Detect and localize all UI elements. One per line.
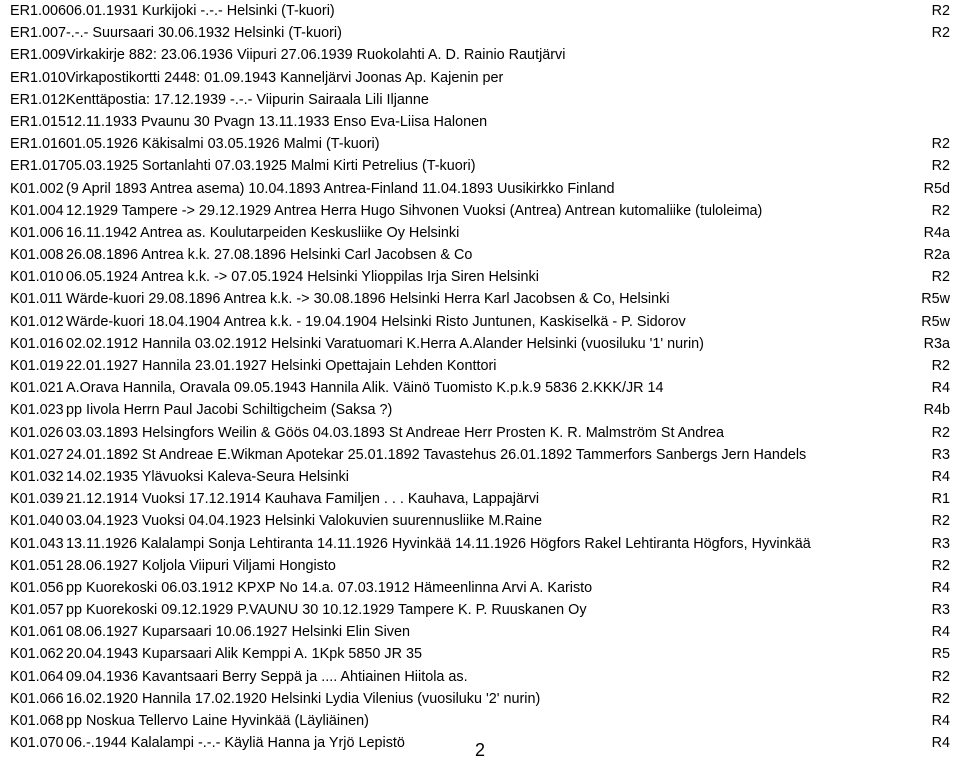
entry-code: K01.039	[10, 491, 64, 508]
entry-row	[10, 89, 960, 111]
entry-code: ER1.009	[10, 47, 67, 64]
entry-rarity-grade: R2	[931, 358, 950, 374]
page-number: 2	[474, 740, 485, 760]
entry-rarity-grade: R4	[931, 735, 950, 752]
entry-code: K01.027	[10, 446, 64, 463]
entry-code: K01.064	[10, 668, 64, 685]
entry-rarity-grade: R5d	[923, 180, 950, 197]
entry-code: K01.043	[10, 535, 64, 552]
entry-row	[10, 510, 960, 532]
entry-rarity-grade: R2	[931, 513, 950, 530]
entry-code: K01.057	[10, 602, 64, 619]
entry-description: 06.05.1924 Antrea k.k. -> 07.05.1924 Helsinki Ylioppilas Irja Siren Helsinki	[66, 269, 539, 286]
entry-rarity-grade: R3	[931, 602, 950, 619]
entry-rarity-grade: R3	[931, 446, 950, 463]
entry-code: K01.019	[10, 358, 64, 374]
entry-description: pp Kuorekoski 06.03.1912 KPXP No 14.a. 07.03.1912 Hämeenlinna Arvi A. Karisto	[66, 579, 593, 596]
entry-rarity-grade: R3	[931, 535, 950, 552]
entry-rarity-grade: R4	[931, 713, 950, 729]
entry-rarity-grade: R2	[931, 202, 950, 219]
entry-row	[10, 488, 960, 510]
entry-description: 22.01.1927 Hannila 23.01.1927 Helsinki Opettajain Lehden Konttori	[66, 358, 497, 374]
entry-description: 06.01.1931 Kurkijoki -.-.- Helsinki (T-kuori)	[66, 3, 335, 19]
entry-row	[10, 643, 960, 665]
entry-row	[10, 710, 960, 732]
entry-description: 20.04.1943 Kuparsaari Alik Kemppi A. 1Kpk 5850 JR 35	[66, 646, 422, 663]
entry-row	[10, 44, 960, 66]
entry-row	[10, 200, 960, 222]
entry-rarity-grade: R4a	[923, 224, 950, 241]
entry-code: K01.066	[10, 690, 64, 707]
entry-code: K01.002	[10, 180, 64, 197]
entry-code: K01.068	[10, 713, 64, 729]
entry-code: K01.062	[10, 646, 64, 663]
entry-row	[10, 0, 960, 22]
entry-row	[10, 377, 960, 399]
entry-code: K01.008	[10, 247, 64, 264]
entry-description: 26.08.1896 Antrea k.k. 27.08.1896 Helsinki Carl Jacobsen & Co	[66, 247, 473, 264]
entry-description: pp Noskua Tellervo Laine Hyvinkää (Läyliäinen)	[66, 713, 369, 729]
entry-description: -.-.- Suursaari 30.06.1932 Helsinki (T-kuori)	[66, 25, 342, 42]
entry-row	[10, 555, 960, 577]
entry-description: 03.04.1923 Vuoksi 04.04.1923 Helsinki Valokuvien suurennusliike M.Raine	[66, 513, 542, 530]
entry-description: 01.05.1926 Käkisalmi 03.05.1926 Malmi (T-kuori)	[66, 136, 380, 153]
entry-rarity-grade: R4	[931, 624, 950, 641]
entry-description: pp Iivola Herrn Paul Jacobi Schiltigcheim (Saksa ?)	[66, 402, 393, 419]
entry-row	[10, 355, 960, 377]
entry-description: (9 April 1893 Antrea asema) 10.04.1893 Antrea-Finland 11.04.1893 Uusikirkko Finland	[66, 180, 615, 197]
entry-rarity-grade: R4	[931, 579, 950, 596]
entry-rarity-grade: R2	[931, 158, 950, 175]
entry-code: K01.023	[10, 402, 64, 419]
entry-row	[10, 155, 960, 177]
entry-description: 16.11.1942 Antrea as. Koulutarpeiden Keskusliike Oy Helsinki	[66, 224, 460, 241]
entry-description: pp Kuorekoski 09.12.1929 P.VAUNU 30 10.12.1929 Tampere K. P. Ruuskanen Oy	[66, 602, 587, 619]
entry-rarity-grade: R2	[931, 269, 950, 286]
entry-description: 09.04.1936 Kavantsaari Berry Seppä ja .... Ahtiainen Hiitola as.	[66, 668, 468, 685]
entry-row	[10, 533, 960, 555]
entry-rarity-grade: R4b	[923, 402, 950, 419]
entry-list	[10, 0, 960, 754]
entry-row	[10, 577, 960, 599]
entry-code: ER1.017	[10, 158, 67, 175]
entry-code: K01.016	[10, 335, 64, 352]
entry-code: K01.012	[10, 313, 64, 330]
entry-description: Virkapostikortti 2448: 01.09.1943 Kanneljärvi Joonas Ap. Kajenin per	[66, 69, 504, 86]
entry-row	[10, 133, 960, 155]
entry-code: K01.032	[10, 468, 64, 485]
entry-code: ER1.006	[10, 3, 67, 19]
entry-row	[10, 599, 960, 621]
entry-row	[10, 67, 960, 89]
entry-code: ER1.016	[10, 136, 67, 153]
entry-row	[10, 422, 960, 444]
entry-rarity-grade: R3a	[923, 335, 950, 352]
entry-description: 16.02.1920 Hannila 17.02.1920 Helsinki Lydia Vilenius (vuosiluku '2' nurin)	[66, 690, 541, 707]
entry-description: 05.03.1925 Sortanlahti 07.03.1925 Malmi Kirti Petrelius (T-kuori)	[66, 158, 476, 175]
entry-rarity-grade: R2	[931, 136, 950, 153]
entry-description: 02.02.1912 Hannila 03.02.1912 Helsinki Varatuomari K.Herra A.Alander Helsinki (vuosiluku '1' nurin)	[66, 335, 704, 352]
entry-description: 24.01.1892 St Andreae E.Wikman Apotekar 25.01.1892 Tavastehus 26.01.1892 Tammerfors Sanbergs Jern Handels	[66, 446, 807, 463]
entry-code: K01.006	[10, 224, 64, 241]
entry-rarity-grade: R2a	[923, 247, 950, 264]
entry-code: K01.026	[10, 424, 64, 441]
entry-rarity-grade: R4	[931, 468, 950, 485]
entry-row	[10, 266, 960, 288]
entry-code: K01.061	[10, 624, 64, 641]
entry-code: K01.070	[10, 735, 64, 752]
entry-row	[10, 466, 960, 488]
entry-code: K01.011	[10, 291, 63, 308]
entry-rarity-grade: R2	[931, 557, 950, 574]
entry-description: 21.12.1914 Vuoksi 17.12.1914 Kauhava Familjen . . . Kauhava, Lappajärvi	[66, 491, 540, 508]
entry-row	[10, 688, 960, 710]
entry-rarity-grade: R2	[931, 424, 950, 441]
entry-row	[10, 22, 960, 44]
entry-row	[10, 178, 960, 200]
entry-description: 28.06.1927 Koljola Viipuri Viljami Hongisto	[66, 557, 336, 574]
entry-row	[10, 244, 960, 266]
entry-code: K01.004	[10, 202, 64, 219]
entry-description: 12.11.1933 Pvaunu 30 Pvagn 13.11.1933 Enso Eva-Liisa Halonen	[66, 113, 488, 130]
entry-code: ER1.012	[10, 91, 67, 108]
entry-rarity-grade: R4	[931, 380, 950, 397]
entry-rarity-grade: R1	[931, 491, 950, 508]
entry-code: ER1.010	[10, 69, 67, 86]
entry-rarity-grade: R5	[931, 646, 950, 663]
entry-row	[10, 621, 960, 643]
entry-code: K01.040	[10, 513, 64, 530]
entry-description: 14.02.1935 Ylävuoksi Kaleva-Seura Helsinki	[66, 468, 349, 485]
entry-row	[10, 222, 960, 244]
entry-code: K01.056	[10, 579, 64, 596]
entry-code: K01.051	[10, 557, 64, 574]
entry-row	[10, 311, 960, 333]
entry-row	[10, 288, 960, 310]
entry-rarity-grade: R5w	[921, 313, 950, 330]
entry-description: 08.06.1927 Kuparsaari 10.06.1927 Helsinki Elin Siven	[66, 624, 411, 641]
entry-code: K01.010	[10, 269, 64, 286]
entry-description: 13.11.1926 Kalalampi Sonja Lehtiranta 14.11.1926 Hyvinkää 14.11.1926 Högfors Rakel Lehtiranta Högfors, Hyvinkää	[66, 535, 811, 552]
entry-description: A.Orava Hannila, Oravala 09.05.1943 Hannila Alik. Väinö Tuomisto K.p.k.9 5836 2.KKK/JR 14	[66, 380, 664, 397]
entry-row	[10, 333, 960, 355]
entry-description: Virkakirje 882: 23.06.1936 Viipuri 27.06.1939 Ruokolahti A. D. Rainio Rautjärvi	[66, 47, 566, 64]
entry-description: 12.1929 Tampere -> 29.12.1929 Antrea Herra Hugo Sihvonen Vuoksi (Antrea) Antrean kutomaliike (tuloleima)	[66, 202, 763, 219]
entry-row	[10, 399, 960, 421]
entry-row	[10, 444, 960, 466]
entry-code: ER1.007	[10, 25, 67, 42]
entry-rarity-grade: R2	[931, 668, 950, 685]
entry-code: ER1.015	[10, 113, 67, 130]
entry-rarity-grade: R2	[931, 690, 950, 707]
entry-rarity-grade: R2	[931, 3, 950, 19]
entry-rarity-grade: R5w	[921, 291, 950, 308]
entry-rarity-grade: R2	[931, 25, 950, 42]
entry-description: Wärde-kuori 29.08.1896 Antrea k.k. -> 30.08.1896 Helsinki Herra Karl Jacobsen & Co, Helsinki	[66, 291, 670, 308]
entry-description: 03.03.1893 Helsingfors Weilin & Göös 04.03.1893 St Andreae Herr Prosten K. R. Malmström St Andrea	[66, 424, 725, 441]
entry-code: K01.021	[10, 380, 64, 397]
entry-description: 06.-.1944 Kalalampi -.-.- Käyliä Hanna ja Yrjö Lepistö	[66, 735, 405, 752]
entry-row	[10, 666, 960, 688]
entry-description: Kenttäpostia: 17.12.1939 -.-.- Viipurin Sairaala Lili Iljanne	[66, 91, 429, 108]
entry-description: Wärde-kuori 18.04.1904 Antrea k.k. - 19.04.1904 Helsinki Risto Juntunen, Kaskiselkä - P. Sidorov	[66, 313, 686, 330]
entry-row	[10, 111, 960, 133]
